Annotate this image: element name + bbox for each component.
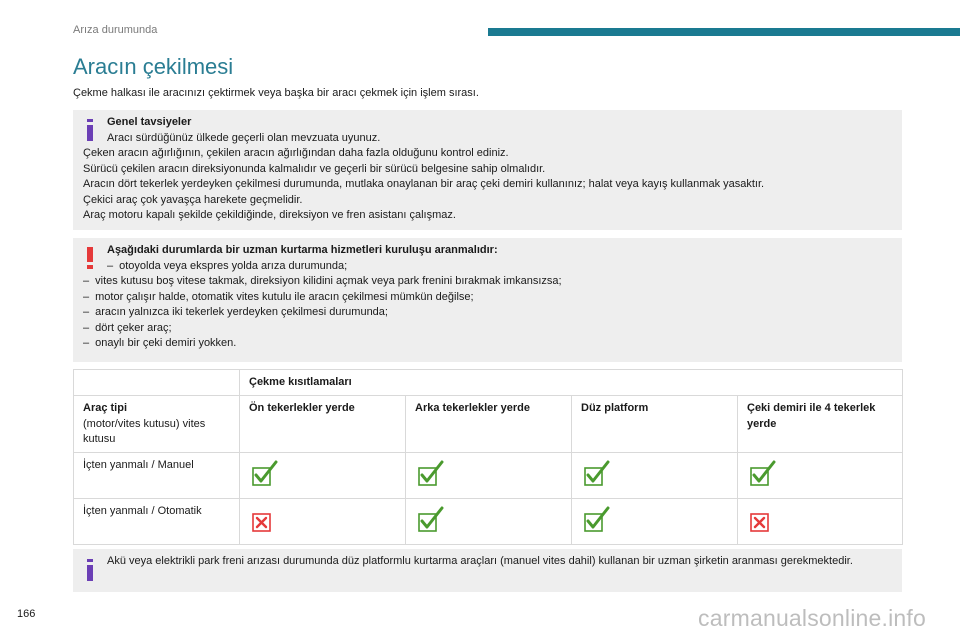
warning-item: – aracın yalnızca iki tekerlek yerdeyken çekilmesi durumunda;: [83, 305, 894, 321]
allowed-check-icon: [747, 460, 779, 488]
note-box: [73, 549, 902, 592]
warning-item: – onaylı bir çeki demiri yokken.: [83, 336, 894, 352]
vehicle-type-sub: (motor/vites kutusu) vites kutusu: [83, 417, 206, 445]
table-row: [74, 452, 903, 498]
advice-line: Araç motoru kapalı şekilde çekildiğinde, direksiyon ve fren asistanı çalışmaz.: [83, 209, 456, 221]
header-accent-bar: [488, 28, 960, 36]
watermark: carmanualsonline.info: [698, 605, 926, 631]
status-cell: [406, 498, 572, 544]
status-cell: [240, 498, 406, 544]
warning-item: – dört çeker araç;: [83, 321, 894, 337]
allowed-check-icon: [415, 506, 447, 534]
advice-line: Çekici araç çok yavaşça harekete geçmelidir.: [83, 193, 303, 206]
allowed-check-icon: [581, 460, 613, 488]
page-number: 166: [17, 608, 36, 620]
warning-icon: [85, 247, 95, 269]
column-header: Arka tekerlekler yerde: [406, 396, 572, 453]
general-advice-title: Genel tavsiyeler: [107, 116, 192, 128]
section-label: Arıza durumunda: [73, 24, 158, 36]
status-cell: [406, 452, 572, 498]
status-cell: [738, 498, 903, 544]
advice-line: Aracı sürdüğünüz ülkede geçerli olan mevzuata uyunuz.: [107, 131, 381, 144]
column-header: Düz platform: [572, 396, 738, 453]
advice-line: Aracın dört tekerlek yerdeyken çekilmesi durumunda, mutlaka onaylanan bir araç çeki demiri kullanınız; halat veya kayış kullanmak yasaktır.: [83, 178, 765, 190]
vehicle-type-header: [74, 396, 240, 453]
status-cell: [572, 498, 738, 544]
table-row: [74, 498, 903, 544]
intro-text: Çekme halkası ile aracınızı çektirmek veya başka bir aracı çekmek için işlem sırası.: [73, 87, 479, 99]
warning-box: [73, 238, 902, 362]
info-icon: [85, 119, 95, 141]
allowed-check-icon: [249, 460, 281, 488]
warning-item: – vites kutusu boş vitese takmak, direksiyon kilidini açmak veya park frenini bırakmak imkansızsa;: [83, 274, 894, 290]
warning-item: – otoyolda veya ekspres yolda arıza durumunda;: [83, 259, 894, 275]
allowed-check-icon: [415, 460, 447, 488]
advice-line: Sürücü çekilen aracın direksiyonunda kalmalıdır ve geçerli bir sürücü belgesine sahip olmalıdır.: [83, 162, 546, 175]
warning-title: Aşağıdaki durumlarda bir uzman kurtarma hizmetleri kuruluşu aranmalıdır:: [107, 244, 498, 256]
general-advice-box: [73, 110, 902, 230]
towing-restrictions-table: [73, 369, 903, 545]
row-label: İçten yanmalı / Otomatik: [74, 498, 240, 544]
status-cell: [572, 452, 738, 498]
status-cell: [240, 452, 406, 498]
allowed-check-icon: [581, 506, 613, 534]
column-header: Ön tekerlekler yerde: [240, 396, 406, 453]
page-title: Aracın çekilmesi: [73, 54, 234, 79]
advice-line: Çeken aracın ağırlığının, çekilen aracın ağırlığından daha fazla olduğunu kontrol ediniz.: [83, 147, 509, 159]
table-corner-cell: [74, 370, 240, 396]
forbidden-cross-icon: [249, 506, 281, 534]
info-icon: [85, 559, 95, 581]
warning-item: – motor çalışır halde, otomatik vites kutulu ile aracın çekilmesi mümkün değilse;: [83, 290, 894, 306]
table-group-header: Çekme kısıtlamaları: [240, 370, 903, 396]
status-cell: [738, 452, 903, 498]
row-label: İçten yanmalı / Manuel: [74, 452, 240, 498]
column-header: Çeki demiri ile 4 tekerlek yerde: [738, 396, 903, 453]
vehicle-type-label: Araç tipi: [83, 402, 128, 414]
note-text: Akü veya elektrikli park freni arızası durumunda düz platformlu kurtarma araçları (manuel vites dahil) kullanan bir uzman şirketin aranması gerekmektedir.: [107, 555, 853, 567]
forbidden-cross-icon: [747, 506, 779, 534]
